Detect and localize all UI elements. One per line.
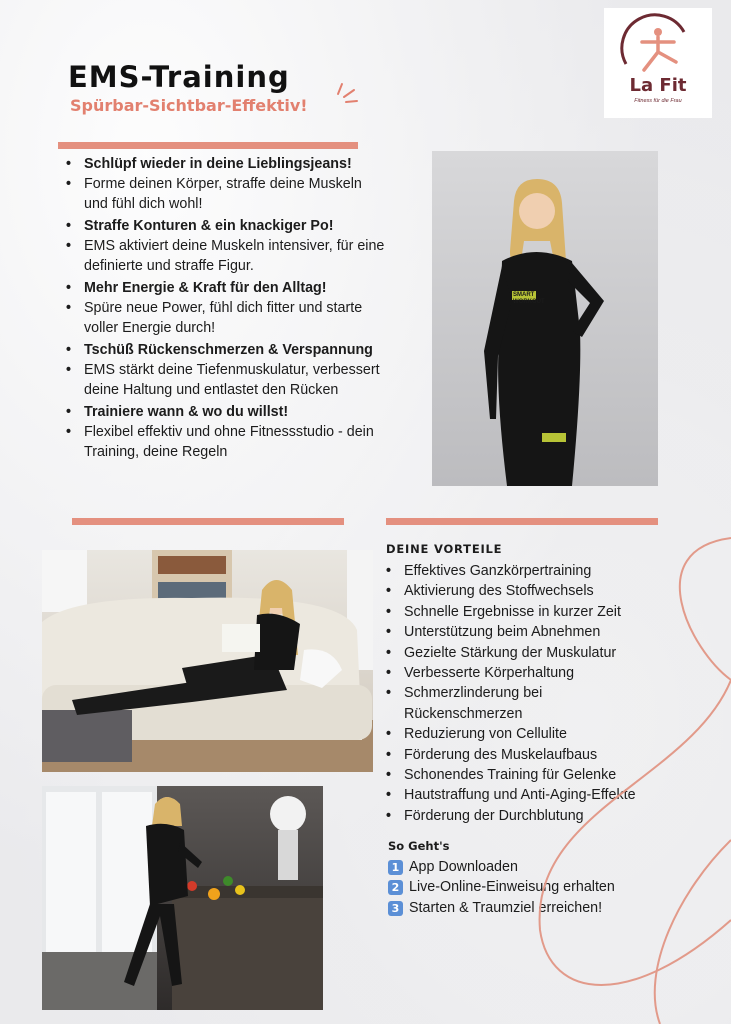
steps-heading: So Geht's [388,839,450,853]
list-item: • Straffe Konturen & ein knackiger Po! [66,216,386,236]
list-item: • Mehr Energie & Kraft für den Alltag! [66,278,386,298]
list-item: • Forme deinen Körper, straffe deine Muskeln und fühl dich wohl! [66,174,386,214]
decorative-curve [490,530,731,1024]
page-subtitle: Spürbar-Sichtbar-Effektiv! [70,96,308,115]
step-label: Live-Online-Einweisung erhalten [409,879,615,896]
list-item: • Gezielte Stärkung der Muskulatur [386,643,686,663]
sofa-scene-illustration [42,550,373,772]
divider-bar [58,142,358,149]
list-item: • Spüre neue Power, fühl dich fitter und starte voller Energie durch! [66,298,386,338]
logo [604,8,712,118]
yoga-figure-icon [604,12,712,82]
benefits-list [66,154,386,462]
keycap-number-icon: 2 [388,880,403,895]
list-item: • Hautstraffung und Anti-Aging-Effekte [386,785,686,805]
photo-woman-on-sofa [42,550,373,772]
step-label: Starten & Traumziel erreichen! [409,899,603,916]
list-item: • Schlüpf wieder in deine Lieblingsjeans! [66,154,386,174]
list-item: • EMS aktiviert deine Muskeln intensiver, für eine definierte und straffe Figur. [66,236,386,276]
list-item: • Unterstützung beim Abnehmen [386,622,686,642]
page-title: EMS-Training [68,60,290,94]
list-item: • EMS stärkt deine Tiefenmuskulatur, verbessert deine Haltung und entlastet den Rücken [66,360,386,400]
list-item: • Aktivierung des Stoffwechsels [386,581,686,601]
list-item: • Trainiere wann & wo du willst! [66,402,386,422]
step-label: App Downloaden [409,859,518,875]
list-item: • Verbesserte Körperhaltung [386,663,686,683]
list-item: • Tschüß Rückenschmerzen & Verspannung [66,340,386,360]
list-item: • Flexibel effektiv und ohne Fitnessstudio - dein Training, deine Regeln [66,422,386,462]
keycap-number-icon: 3 [388,901,403,916]
spark-lines-icon [332,80,362,110]
list-item: • Förderung des Muskelaufbaus [386,745,686,765]
kitchen-scene-illustration [42,786,323,1010]
logo-tagline: Fitness für die Frau [634,98,682,104]
list-item: • Effektives Ganzkörpertraining [386,561,686,581]
keycap-number-icon: 1 [388,860,403,875]
photo-woman-in-kitchen [42,786,323,1010]
list-item: • Schnelle Ergebnisse in kurzer Zeit [386,602,686,622]
logo-name: La Fit [629,75,687,96]
standing-woman-illustration [432,151,658,486]
list-item: • Reduzierung von Cellulite [386,724,686,744]
list-item: • Schmerzlinderung bei Rückenschmerzen [386,683,554,724]
divider-bar [72,518,344,525]
photo-standing-woman [432,151,658,486]
shirt-badge: SMART WORKOUT [513,292,545,305]
list-item: • Förderung der Durchblutung [386,806,686,826]
vorteile-heading: DEINE VORTEILE [386,542,503,556]
list-item: • Schonendes Training für Gelenke [386,765,686,785]
divider-bar [386,518,658,525]
